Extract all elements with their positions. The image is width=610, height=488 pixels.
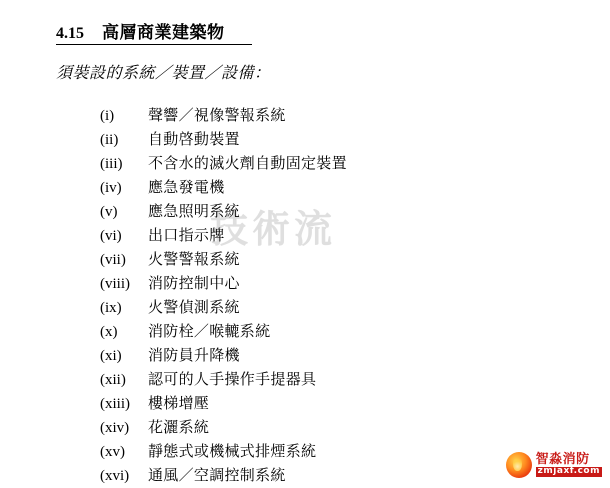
list-item-label: 消防員升降機: [148, 346, 240, 364]
list-item: [100, 199, 560, 223]
list-item-label: 通風／空調控制系統: [148, 466, 286, 484]
watermark-text: 技術流: [210, 207, 337, 251]
list-item-marker: (i): [100, 108, 115, 124]
list-item-marker: (iv): [100, 180, 122, 196]
list-item-marker: (iii): [100, 156, 123, 172]
list-item-marker: (xii): [100, 372, 126, 388]
logo-text-block: [536, 453, 602, 476]
list-item-label: 火警偵測系統: [148, 298, 240, 316]
list-item: [100, 151, 560, 175]
list-item-label: 不含水的滅火劑自動固定裝置: [148, 154, 347, 172]
list-item-label: 花灑系統: [148, 418, 210, 436]
list-item-label: 靜態式或機械式排煙系統: [148, 442, 317, 460]
list-item: [100, 127, 560, 151]
section-heading: [56, 18, 225, 43]
list-item-label: 聲響／視像警報系統: [148, 106, 286, 124]
list-item: [100, 415, 560, 439]
list-item-label: 自動啓動裝置: [148, 130, 240, 148]
list-item-label: 認可的人手操作手提器具: [148, 370, 317, 388]
list-item-label: 出口指示牌: [148, 226, 225, 244]
list-item: [100, 343, 560, 367]
list-item-marker: (xv): [100, 444, 125, 460]
list-item: [100, 295, 560, 319]
list-item: [100, 463, 560, 487]
flame-icon: [506, 452, 532, 478]
list-item: [100, 175, 560, 199]
list-item: [100, 247, 560, 271]
logo-subtitle: zmjaxf.com: [537, 466, 600, 477]
logo-title: 智淼消防: [535, 452, 590, 468]
list-item-marker: (xi): [100, 348, 122, 364]
list-item: [100, 391, 560, 415]
list-item-marker: (vii): [100, 252, 126, 268]
heading-underline: [56, 44, 252, 45]
requirements-list: [100, 103, 560, 487]
list-item-marker: (xvi): [100, 468, 130, 484]
list-item: [100, 367, 560, 391]
list-item: [100, 103, 560, 127]
section-title: 高層商業建築物: [102, 23, 225, 43]
list-item: [100, 439, 560, 463]
list-item-marker: (xiii): [100, 396, 130, 412]
list-item-label: 火警警報系統: [148, 250, 240, 268]
list-item-marker: (viii): [100, 276, 130, 292]
list-item-label: 樓梯增壓: [148, 394, 210, 412]
intro-line: 須裝設的系統／裝置／設備：: [56, 63, 271, 82]
list-item-marker: (ii): [100, 132, 119, 148]
list-item-marker: (v): [100, 204, 118, 220]
list-item: [100, 319, 560, 343]
list-item-label: 消防栓／喉轆系統: [148, 322, 271, 340]
site-logo: [506, 452, 602, 478]
list-item-marker: (x): [100, 324, 118, 340]
list-item-marker: (xiv): [100, 420, 130, 436]
list-item: [100, 223, 560, 247]
list-item-label: 消防控制中心: [148, 274, 240, 292]
list-item-marker: (vi): [100, 228, 122, 244]
list-item-label: 應急照明系統: [148, 202, 240, 220]
list-item-marker: (ix): [100, 300, 122, 316]
list-item: [100, 271, 560, 295]
list-item-label: 應急發電機: [148, 178, 225, 196]
section-number: 4.15: [56, 25, 84, 42]
